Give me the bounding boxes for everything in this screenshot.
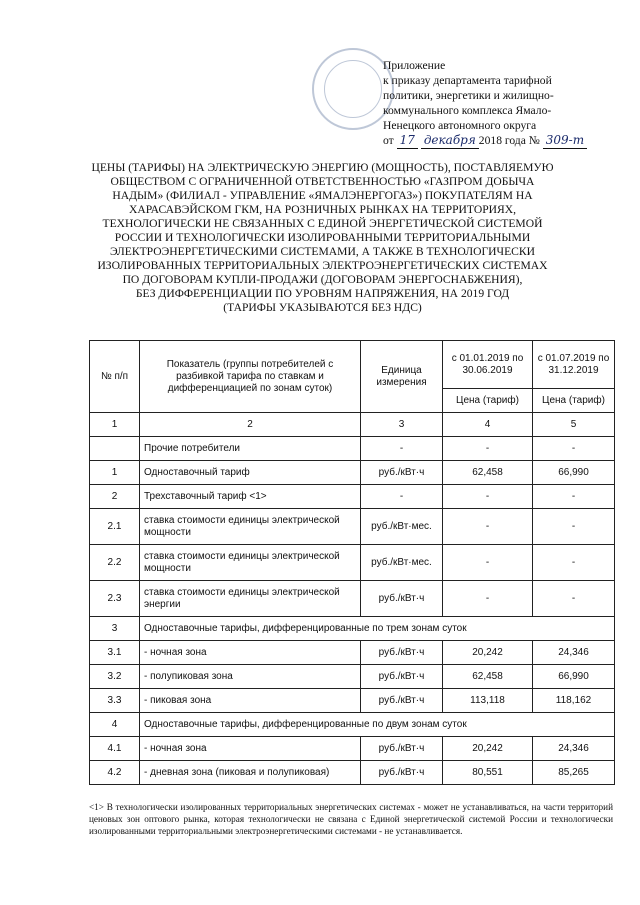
col-number: 4: [443, 413, 533, 437]
row-number: 3.2: [90, 665, 140, 689]
row-price-period-2: 66,990: [533, 461, 615, 485]
row-indicator: - ночная зона: [140, 641, 361, 665]
row-indicator: - пиковая зона: [140, 689, 361, 713]
row-unit: -: [361, 485, 443, 509]
row-unit: руб./кВт·ч: [361, 737, 443, 761]
col-number: 2: [140, 413, 361, 437]
row-price-period-2: -: [533, 485, 615, 509]
appendix-line: к приказу департамента тарифной: [383, 74, 552, 87]
row-price-period-1: 113,118: [443, 689, 533, 713]
row-price-period-2: 118,162: [533, 689, 615, 713]
row-number: 4: [90, 713, 140, 737]
title-line: ЦЕНЫ (ТАРИФЫ) НА ЭЛЕКТРИЧЕСКУЮ ЭНЕРГИЮ (МОЩНОСТЬ), ПОСТАВЛЯЕМУЮ: [91, 161, 554, 174]
header-indicator: Показатель (группы потребителей с разбивкой тарифа по ставкам и дифференциацией по зонам суток): [140, 341, 361, 413]
row-price-period-1: -: [443, 581, 533, 617]
table-row: [90, 689, 615, 713]
header-price-1: Цена (тариф): [443, 389, 533, 413]
row-price-period-2: -: [533, 545, 615, 581]
appendix-block: [383, 58, 588, 149]
col-number: 3: [361, 413, 443, 437]
row-price-period-2: -: [533, 581, 615, 617]
date-month: декабря: [421, 133, 479, 149]
appendix-line: Ненецкого автономного округа: [383, 119, 537, 132]
title-line: (ТАРИФЫ УКАЗЫВАЮТСЯ БЕЗ НДС): [223, 301, 422, 314]
title-line: НАДЫМ» (ФИЛИАЛ - УПРАВЛЕНИЕ «ЯМАЛЭНЕРГОГАЗ») ПОКУПАТЕЛЯМ НА: [112, 189, 533, 202]
row-price-period-2: 24,346: [533, 737, 615, 761]
row-number: 4.2: [90, 761, 140, 785]
row-unit: руб./кВт·ч: [361, 461, 443, 485]
row-section-title: Одноставочные тарифы, дифференцированные по трем зонам суток: [140, 617, 615, 641]
table-row: [90, 437, 615, 461]
order-number: 309-т: [543, 133, 587, 149]
row-price-period-1: 62,458: [443, 461, 533, 485]
row-indicator: - ночная зона: [140, 737, 361, 761]
table-row: [90, 641, 615, 665]
title-line: ЭЛЕКТРОЭНЕРГЕТИЧЕСКИМИ СИСТЕМАМИ, А ТАКЖЕ В ТЕХНОЛОГИЧЕСКИ: [110, 245, 535, 258]
row-number: 2.1: [90, 509, 140, 545]
header-num: № п/п: [90, 341, 140, 413]
row-unit: руб./кВт·мес.: [361, 545, 443, 581]
row-section-title: Одноставочные тарифы, дифференцированные по двум зонам суток: [140, 713, 615, 737]
row-unit: руб./кВт·ч: [361, 641, 443, 665]
row-unit: -: [361, 437, 443, 461]
row-price-period-2: 24,346: [533, 641, 615, 665]
row-price-period-1: 80,551: [443, 761, 533, 785]
row-price-period-1: -: [443, 437, 533, 461]
table-row: [90, 761, 615, 785]
table-row: [90, 665, 615, 689]
date-prefix: от: [383, 134, 394, 147]
header-period-1: с 01.01.2019 по 30.06.2019: [443, 341, 533, 389]
row-unit: руб./кВт·ч: [361, 689, 443, 713]
title-line: ИЗОЛИРОВАННЫХ ТЕРРИТОРИАЛЬНЫХ ЭЛЕКТРОЭНЕРГЕТИЧЕСКИХ СИСТЕМАХ: [97, 259, 548, 272]
table-row: [90, 737, 615, 761]
row-price-period-1: -: [443, 509, 533, 545]
row-number: 2.3: [90, 581, 140, 617]
table-row: [90, 509, 615, 545]
footnote: <1> В технологически изолированных территориальных энергетических системах - может не устанавливаться, на части территорий ценовых зон оптового рынка, которая технологически не связана с Единой энергетической системой России и технологически изолированными территориальными электроэнергетическими системами - не устанавливается.: [89, 802, 613, 836]
col-number: 1: [90, 413, 140, 437]
appendix-line: политики, энергетики и жилищно-: [383, 89, 554, 102]
row-indicator: Одноставочный тариф: [140, 461, 361, 485]
row-price-period-2: -: [533, 509, 615, 545]
tariff-table: [89, 340, 615, 785]
title-line: ХАРАСАВЭЙСКОМ ГКМ, НА РОЗНИЧНЫХ РЫНКАХ НА ТЕРРИТОРИЯХ,: [128, 203, 517, 216]
row-price-period-2: 85,265: [533, 761, 615, 785]
appendix-line: Приложение: [383, 59, 446, 72]
row-indicator: - полупиковая зона: [140, 665, 361, 689]
row-number: 3: [90, 617, 140, 641]
date-year: 2018 года №: [478, 134, 540, 147]
title-line: ПО ДОГОВОРАМ КУПЛИ-ПРОДАЖИ (ДОГОВОРАМ ЭНЕРГОСНАБЖЕНИЯ),: [122, 273, 523, 286]
table-row: [90, 713, 615, 737]
row-unit: руб./кВт·ч: [361, 581, 443, 617]
row-indicator: ставка стоимости единицы электрической энергии: [140, 581, 361, 617]
row-price-period-1: 20,242: [443, 641, 533, 665]
appendix-date-line: [383, 133, 588, 149]
col-number: 5: [533, 413, 615, 437]
row-price-period-1: -: [443, 485, 533, 509]
row-indicator: Трехставочный тариф <1>: [140, 485, 361, 509]
official-stamp: [312, 48, 394, 130]
table-row: [90, 581, 615, 617]
document-title: [70, 161, 575, 315]
header-unit: Единица измерения: [361, 341, 443, 413]
row-price-period-2: 66,990: [533, 665, 615, 689]
row-unit: руб./кВт·ч: [361, 665, 443, 689]
title-line: БЕЗ ДИФФЕРЕНЦИАЦИИ ПО УРОВНЯМ НАПРЯЖЕНИЯ, НА 2019 ГОД: [135, 287, 510, 300]
row-number: 1: [90, 461, 140, 485]
appendix-line: коммунального комплекса Ямало-: [383, 104, 552, 117]
table-row: [90, 485, 615, 509]
title-line: РОССИИ И ТЕХНОЛОГИЧЕСКИ ИЗОЛИРОВАННЫМИ ТЕРРИТОРИАЛЬНЫМИ: [114, 231, 531, 244]
row-number: 2.2: [90, 545, 140, 581]
row-unit: руб./кВт·ч: [361, 761, 443, 785]
row-number: [90, 437, 140, 461]
row-unit: руб./кВт·мес.: [361, 509, 443, 545]
table-row: [90, 617, 615, 641]
row-indicator: Прочие потребители: [140, 437, 361, 461]
row-price-period-1: 20,242: [443, 737, 533, 761]
row-number: 3.3: [90, 689, 140, 713]
row-number: 3.1: [90, 641, 140, 665]
row-indicator: - дневная зона (пиковая и полупиковая): [140, 761, 361, 785]
row-price-period-1: 62,458: [443, 665, 533, 689]
row-price-period-2: -: [533, 437, 615, 461]
header-price-2: Цена (тариф): [533, 389, 615, 413]
title-line: ОБЩЕСТВОМ С ОГРАНИЧЕННОЙ ОТВЕТСТВЕННОСТЬЮ «ГАЗПРОМ ДОБЫЧА: [110, 175, 535, 188]
header-period-2: с 01.07.2019 по 31.12.2019: [533, 341, 615, 389]
row-price-period-1: -: [443, 545, 533, 581]
row-number: 2: [90, 485, 140, 509]
row-number: 4.1: [90, 737, 140, 761]
date-day: 17: [397, 133, 418, 149]
title-line: ТЕХНОЛОГИЧЕСКИ НЕ СВЯЗАННЫХ С ЕДИНОЙ ЭНЕРГЕТИЧЕСКОЙ СИСТЕМОЙ: [102, 217, 543, 230]
row-indicator: ставка стоимости единицы электрической мощности: [140, 545, 361, 581]
table-row: [90, 545, 615, 581]
row-indicator: ставка стоимости единицы электрической мощности: [140, 509, 361, 545]
table-row: [90, 461, 615, 485]
